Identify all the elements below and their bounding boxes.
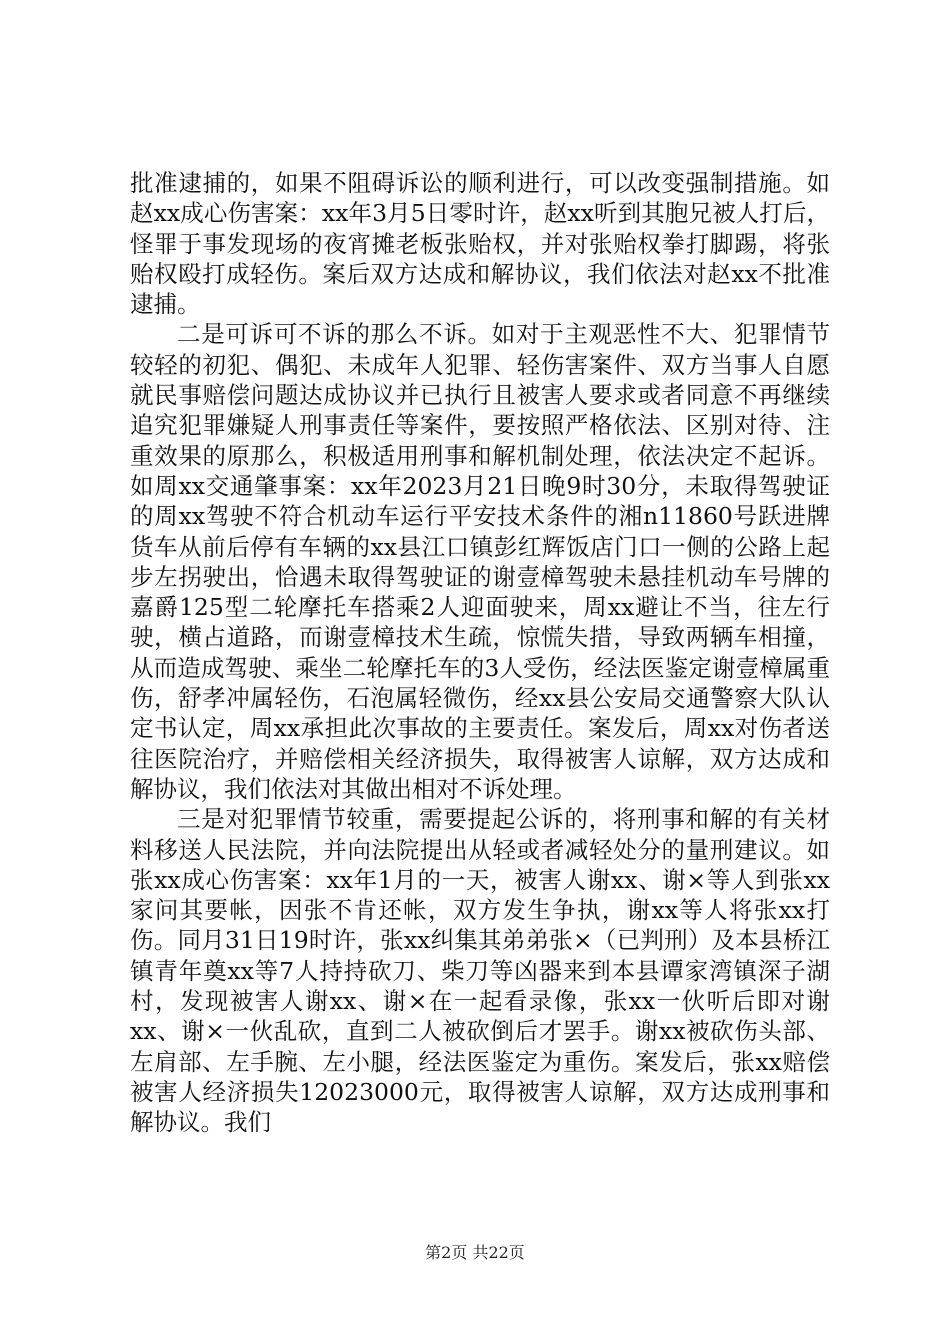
paragraph-2: 二是可诉可不诉的那么不诉。如对于主观恶性不大、犯罪情节较轻的初犯、偶犯、未成年人犯罪、轻伤害案件、双方当事人自愿就民事赔偿问题达成协议并已执行且被害人要求或者同意不再继续追究犯罪嫌疑人刑事责任等案件，要按照严格依法、区别对待、注重效果的原那么，积极适用刑事和解机制处理，依法决定不起诉。如周xx交通肇事案：xx年2023月21日晚9时30分，未取得驾驶证的周xx驾驶不符合机动车运行平安技术条件的湘n11860号跃进牌货车从前后停有车辆的xx县江口镇彭红辉饭店门口一侧的公路上起步左拐驶出，恰遇未取得驾驶证的谢壹樟驾驶未悬挂机动车号牌的嘉爵125型二轮摩托车搭乘2人迎面驶来，周xx避让不当，往左行驶，横占道路，而谢壹樟技术生疏，惊慌失措，导致两辆车相撞，从而造成驾驶、乘坐二轮摩托车的3人受伤，经法医鉴定谢壹樟属重伤，舒孝冲属轻伤，石泡属轻微伤，经xx县公安局交通警察大队认定书认定，周xx承担此次事故的主要责任。案发后，周xx对伤者送往医院治疗，并赔偿相关经济损失，取得被害人谅解，双方达成和解协议，我们依法对其做出相对不诉处理。 [130, 320, 830, 803]
paragraph-1: 批准逮捕的，如果不阻碍诉讼的顺利进行，可以改变强制措施。如赵xx成心伤害案：xx年3月5日零时许，赵xx听到其胞兄被人打后，怪罪于事发现场的夜宵摊老板张贻权，并对张贻权拳打脚踢，将张贻权殴打成轻伤。案后双方达成和解协议，我们依法对赵xx不批准逮捕。 [130, 169, 830, 319]
paragraph-3: 三是对犯罪情节较重，需要提起公诉的，将刑事和解的有关材料移送人民法院，并向法院提出从轻或者减轻处分的量刑建议。如张xx成心伤害案：xx年1月的一天，被害人谢xx、谢×等人到张xx家问其要帐，因张不肯还帐，双方发生争执，谢xx等人将张xx打伤。同月31日19时许，张xx纠集其弟弟张×（已判刑）及本县桥江镇青年奠xx等7人持持砍刀、柴刀等凶器来到本县谭家湾镇深子湖村，发现被害人谢xx、谢×在一起看录像，张xx一伙听后即对谢xx、谢×一伙乱砍，直到二人被砍倒后才罢手。谢xx被砍伤头部、左肩部、左手腕、左小腿，经法医鉴定为重伤。案发后，张xx赔偿被害人经济损失12023000元，取得被害人谅解，双方达成刑事和解协议。我们 [130, 805, 830, 1137]
page-number: 第2页 共22页 [425, 1243, 525, 1262]
document-body [130, 168, 830, 1138]
